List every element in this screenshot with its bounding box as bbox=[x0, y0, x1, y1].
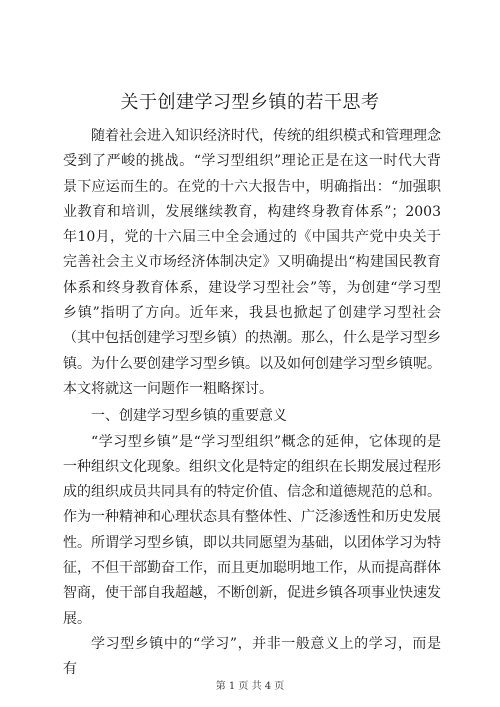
document-body bbox=[63, 124, 441, 683]
page-footer: 第 1 页 共 4 页 bbox=[215, 681, 285, 692]
paragraph-significance: “学习型乡镇”是“学习型组织”概念的延伸，它体现的是一种组织文化现象。组织文化是特定的组织在长期发展过程形成的组织成员共同具有的特定价值、信念和道德规范的总和。作为一种精神和心理状态具有整体性、广泛渗透性和历史发展性。所谓学习型乡镇，即以共同愿望为基础，以团体学习为特征，不但干部勤奋工作，而且更加聪明地工作，从而提高群体智商，使干部自我超越，不断创新，促进乡镇各项事业快速发展。 bbox=[63, 433, 441, 627]
section-heading: 一、创建学习型乡镇的重要意义 bbox=[91, 408, 287, 425]
document-title: 关于创建学习型乡镇的若干思考 bbox=[120, 92, 380, 113]
paragraph-intro: 随着社会进入知识经济时代，传统的组织模式和管理理念受到了严峻的挑战。“学习型组织”理论正是在这一时代大背景下应运而生的。在党的十六大报告中，明确指出：“加强职业教育和培训，发展继续教育，构建终身教育体系”；2003年10月，党的十六届三中全会通过的《中国共产党中央关于完善社会主义市场经济体制决定》又明确提出“构建国民教育体系和终身教育体系，建设学习型社会”等，为创建“学习型乡镇”指明了方向。近年来，我县也掀起了创建学习型社会（其中包括创建学习型乡镇）的热潮。那么，什么是学习型乡镇。为什么要创建学习型乡镇。以及如何创建学习型乡镇呢。本文将就这一问题作一粗略探讨。 bbox=[63, 128, 441, 397]
paragraph-learning: 学习型乡镇中的“学习”，并非一般意义上的学习，而是有 bbox=[63, 635, 441, 678]
